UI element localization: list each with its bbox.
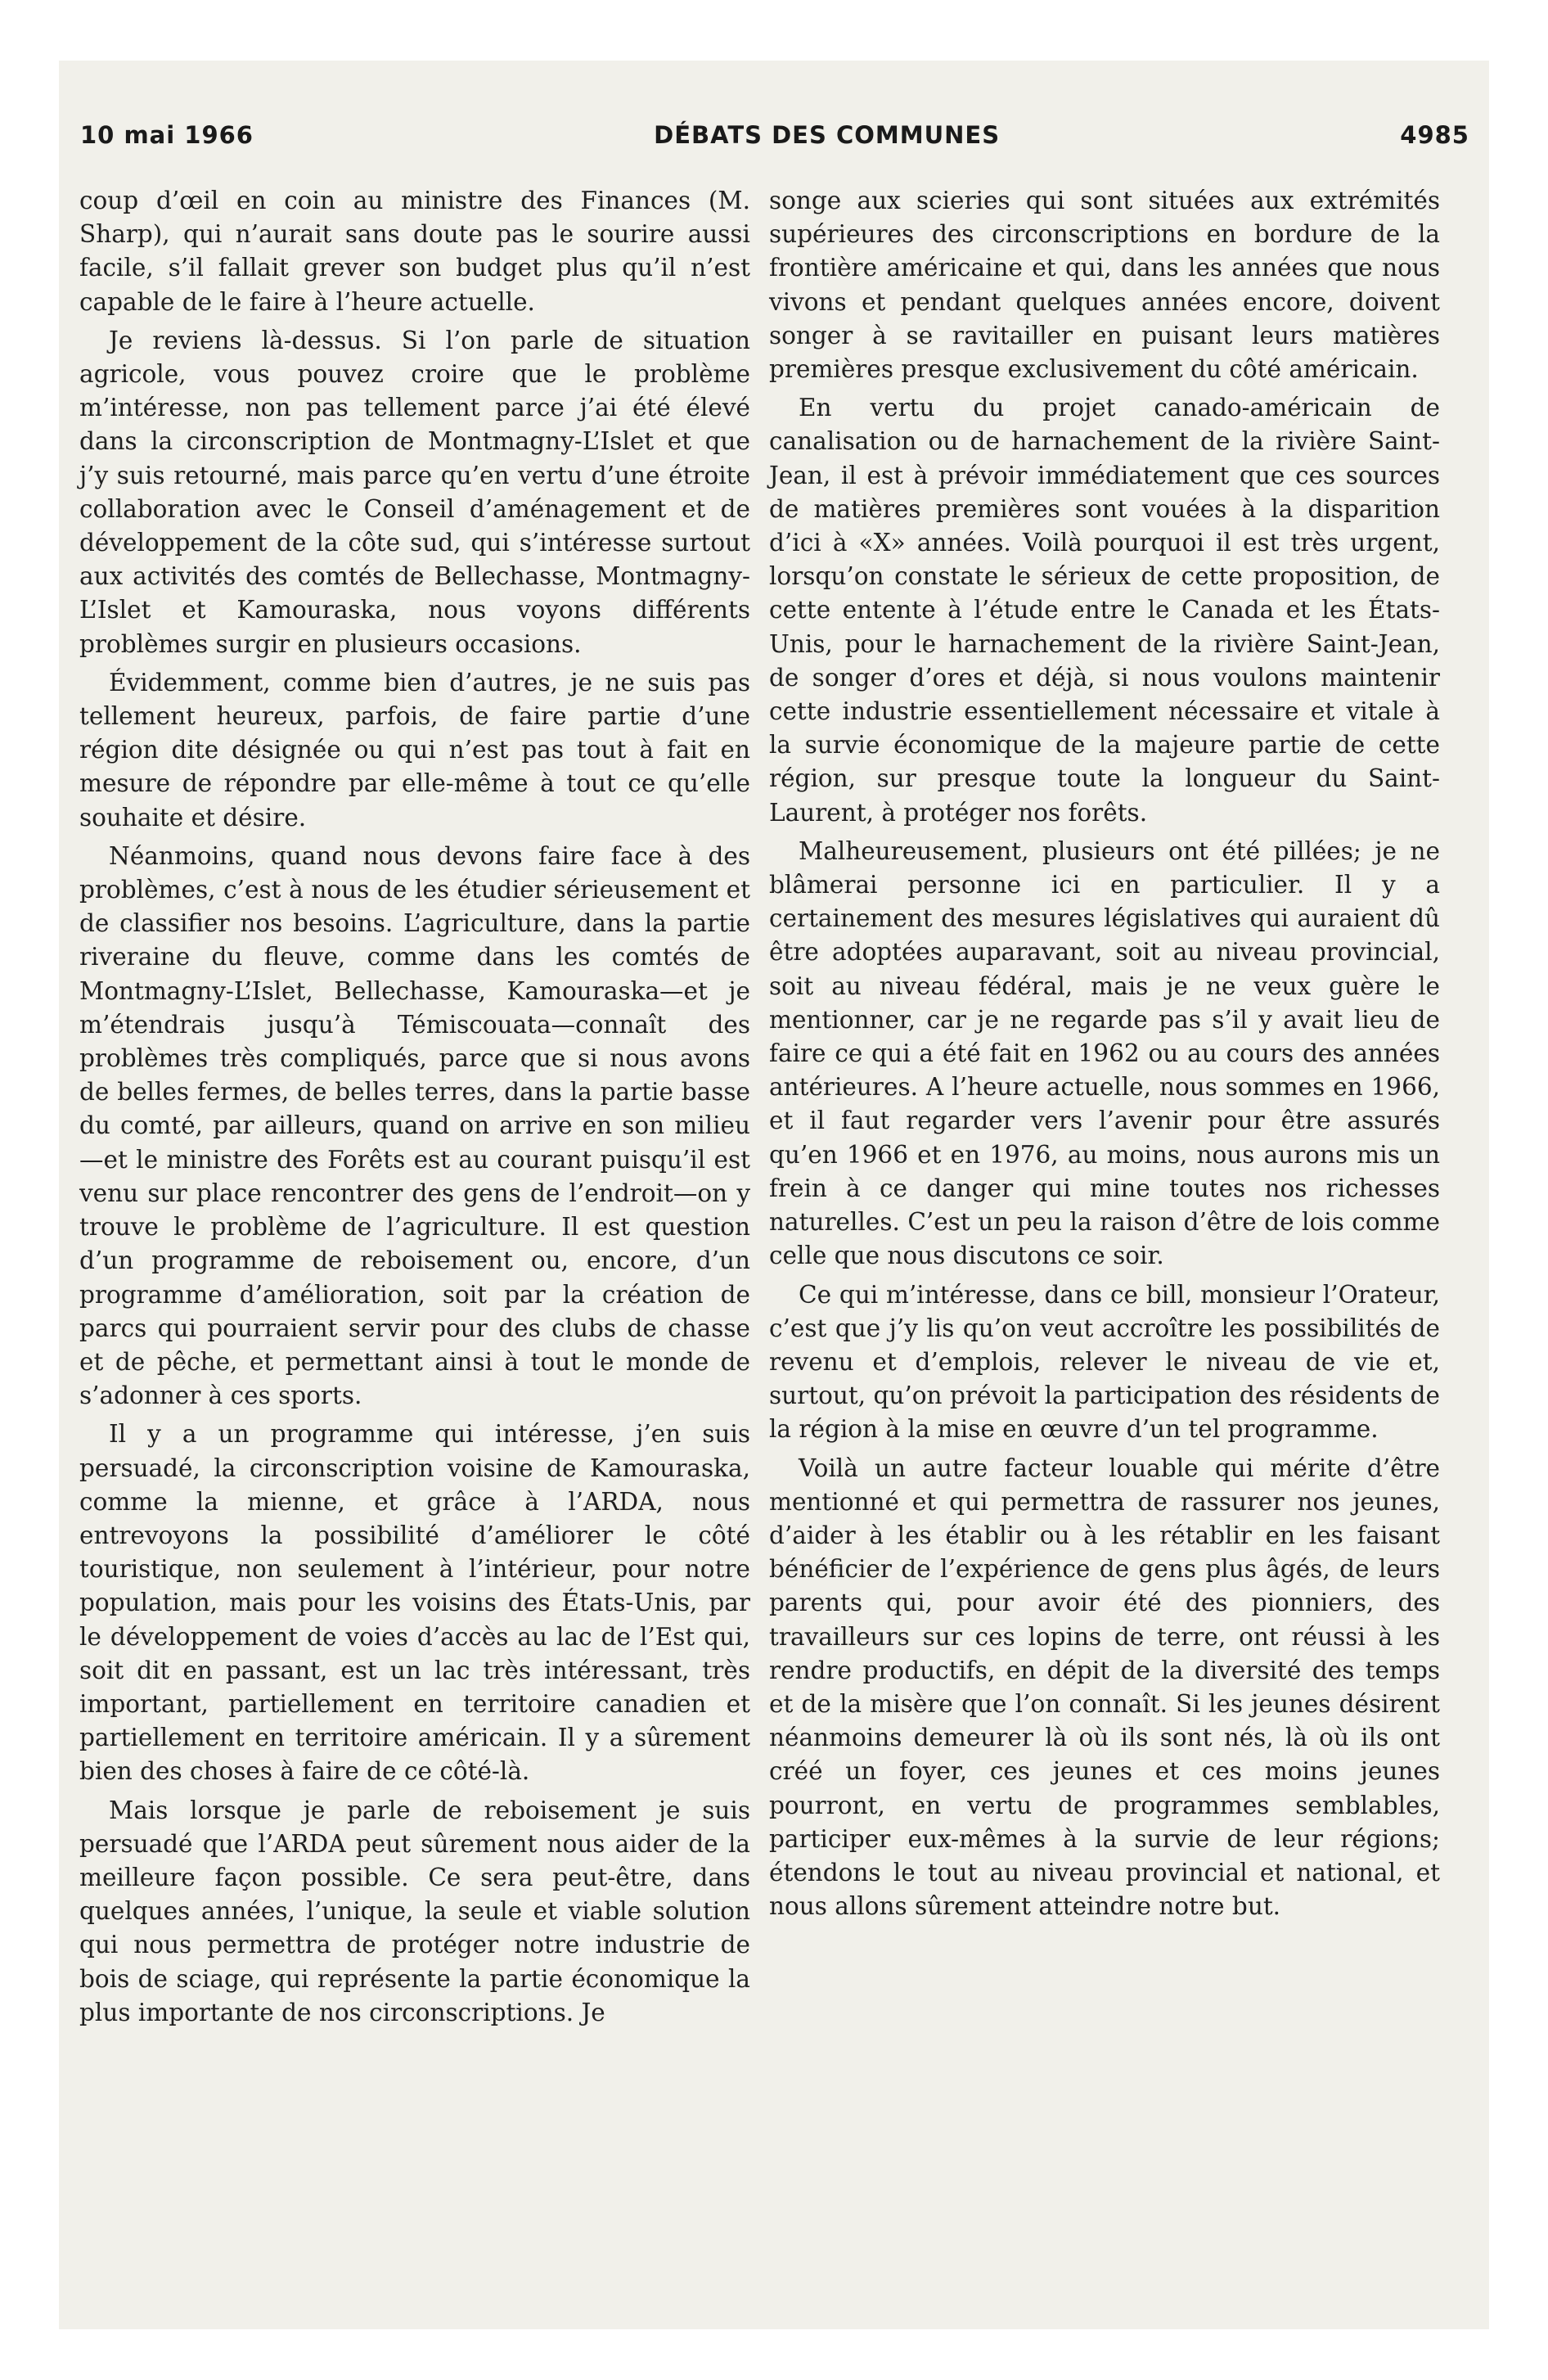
paragraph: Évidemment, comme bien d’autres, je ne suis pas tellement heureux, parfois, de faire partie d’une région dite désignée ou qui n’est pas tout à fait en mesure de répondre par elle-même à tout ce qu’elle souhaite et désire. xyxy=(79,668,750,832)
left-column xyxy=(79,184,750,2035)
paragraph: Ce qui m’intéresse, dans ce bill, monsieur l’Orateur, c’est que j’y lis qu’on veut accroître les possibilités de revenu et d’emplois, relever le niveau de vie et, surtout, qu’on prévoit la participation des résidents de la région à la mise en œuvre d’un tel programme. xyxy=(769,1280,1440,1444)
paragraph: Je reviens là-dessus. Si l’on parle de situation agricole, vous pouvez croire que le problème m’intéresse, non pas tellement parce j’ai été élevé dans la circonscription de Montmagny-L’Islet et que j’y suis retourné, mais parce qu’en vertu d’une étroite collaboration avec le Conseil d’aménagement et de développement de la côte sud, qui s’intéresse surtout aux activités des comtés de Bellechasse, Montmagny-L’Islet et Kamouraska, nous voyons différents problèmes surgir en plusieurs occasions. xyxy=(79,326,750,658)
header-title: DÉBATS DES COMMUNES xyxy=(654,121,1001,149)
paragraph: En vertu du projet canado-américain de canalisation ou de harnachement de la rivière Saint-Jean, il est à prévoir immédiatement que ces sources de matières premières sont vouées à la disparition d’ici à «X» années. Voilà pourquoi il est très urgent, lorsqu’on constate le sérieux de cette proposition, de cette entente à l’étude entre le Canada et les États-Unis, pour le harnachement de la rivière Saint-Jean, de songer d’ores et déjà, si nous voulons maintenir cette industrie essentiellement nécessaire et vitale à la survie économique de la majeure partie de cette région, sur presque toute la longueur du Saint-Laurent, à protéger nos forêts. xyxy=(769,394,1440,827)
paragraph: Il y a un programme qui intéresse, j’en suis persuadé, la circonscription voisine de Kamouraska, comme la mienne, et grâce à l’ARDA, nous entrevoyons la possibilité d’améliorer le côté touristique, non seulement à l’intérieur, pour notre population, mais pour les voisins des États-Unis, par le développement de voies d’accès au lac de l’Est qui, soit dit en passant, est un lac très intéressant, très important, partiellement en territoire canadien et partiellement en territoire américain. Il y a sûrement bien des choses à faire de ce côté-là. xyxy=(79,1420,750,1786)
paragraph: Néanmoins, quand nous devons faire face à des problèmes, c’est à nous de les étudier sérieusement et de classifier nos besoins. L’agriculture, dans la partie riveraine du fleuve, comme dans les comtés de Montmagny-L’Islet, Bellechasse, Kamouraska—et je m’étendrais jusqu’à Témiscouata—connaît des problèmes très compliqués, parce que si nous avons de belles fermes, de belles terres, dans la partie basse du comté, par ailleurs, quand on arrive en son milieu—et le ministre des Forêts est au courant puisqu’il est venu sur place rencontrer des gens de l’endroit—on y trouve le problème de l’agriculture. Il est question d’un programme de reboisement ou, encore, d’un programme d’amélioration, soit par la création de parcs qui pourraient servir pour des clubs de chasse et de pêche, et permettant ainsi à tout le monde de s’adonner à ces sports. xyxy=(79,841,750,1410)
paragraph: coup d’œil en coin au ministre des Finances (M. Sharp), qui n’aurait sans doute pas le sourire aussi facile, s’il fallait grever son budget plus qu’il n’est capable de le faire à l’heure actuelle. xyxy=(79,187,750,316)
paragraph: Malheureusement, plusieurs ont été pillées; je ne blâmerai personne ici en particulier. Il y a certainement des mesures législatives qui auraient dû être adoptées auparavant, soit au niveau provincial, soit au niveau fédéral, mais je ne veux guère le mentionner, car je ne regarde pas s’il y avait lieu de faire ce qui a été fait en 1962 ou au cours des années antérieures. A l’heure actuelle, nous sommes en 1966, et il faut regarder vers l’avenir pour être assurés qu’en 1966 et en 1976, au moins, nous aurons mis un frein à ce danger qui mine toutes nos richesses naturelles. C’est un peu la raison d’être de lois comme celle que nous discutons ce soir. xyxy=(769,836,1440,1270)
page-header xyxy=(80,121,1469,159)
paragraph: songe aux scieries qui sont situées aux extrémités supérieures des circonscriptions en bordure de la frontière américaine et qui, dans les années que nous vivons et pendant quelques années encore, doivent songer à se ravitailler en puisant leurs matières premières presque exclusivement du côté américain. xyxy=(769,187,1440,384)
paragraph: Voilà un autre facteur louable qui mérite d’être mentionné et qui permettra de rassurer nos jeunes, d’aider à les établir ou à les rétablir en les faisant bénéficier de l’expérience de gens plus âgés, de leurs parents qui, pour avoir été des pionniers, des travailleurs sur ces lopins de terre, ont réussi à les rendre productifs, en dépit de la diversité des temps et de la misère que l’on connaît. Si les jeunes désirent néanmoins demeurer là où ils sont nés, là où ils ont créé un foyer, ces jeunes et ces moins jeunes pourront, en vertu de programmes semblables, participer eux-mêmes à la survie de leur régions; étendons le tout au niveau provincial et national, et nous allons sûrement atteindre notre but. xyxy=(769,1454,1440,1921)
header-date: 10 mai 1966 xyxy=(80,121,254,149)
paragraph: Mais lorsque je parle de reboisement je suis persuadé que l’ARDA peut sûrement nous aider de la meilleure façon possible. Ce sera peut-être, dans quelques années, l’unique, la seule et viable solution qui nous permettra de protéger notre industrie de bois de sciage, qui représente la partie économique la plus importante de nos circonscriptions. Je xyxy=(79,1796,750,2026)
right-column xyxy=(769,184,1440,1928)
header-page-number: 4985 xyxy=(1400,121,1469,149)
